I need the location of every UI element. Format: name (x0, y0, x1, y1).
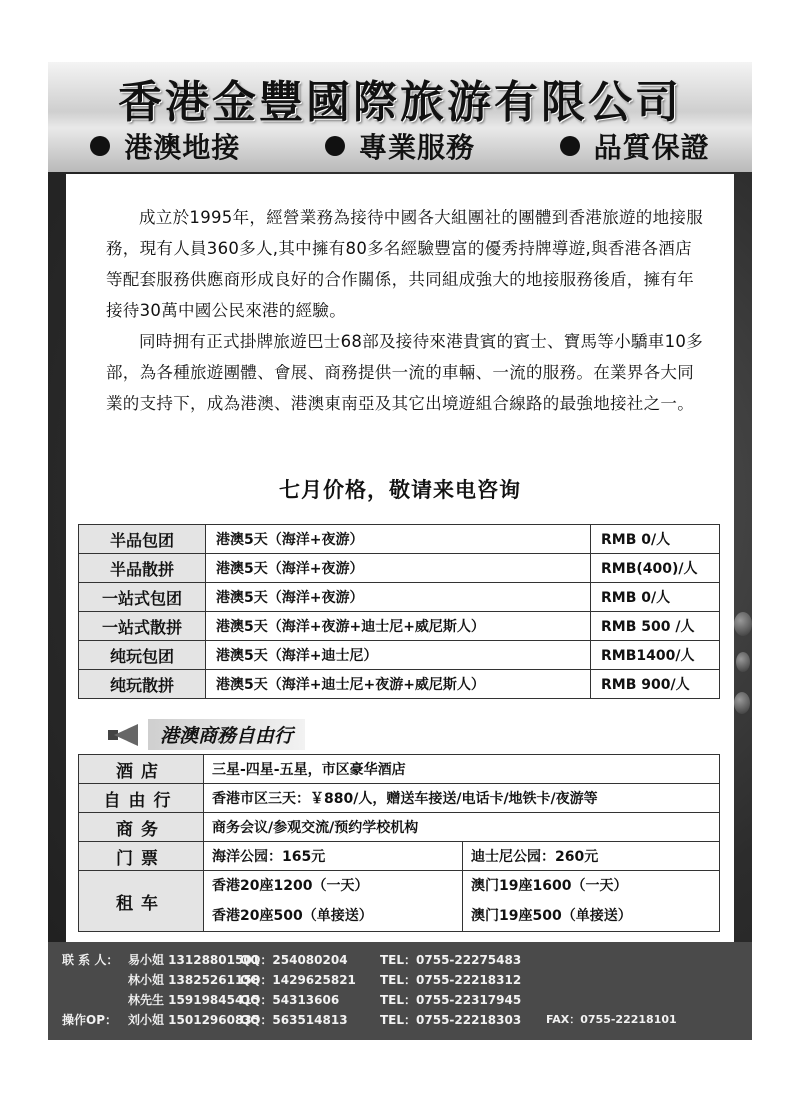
car-option: 澳门19座500（单接送） (471, 908, 632, 924)
hotel-value: 三星-四星-五星，市区豪华酒店 (204, 755, 720, 784)
contact-label: 联 系 人： (62, 953, 119, 967)
tour-price: RMB(400)/人 (591, 554, 720, 583)
contact-fax: FAX：0755-22218101 (546, 1013, 677, 1026)
car-rental-macau (463, 871, 720, 932)
tagline-text: 專業服務 (358, 131, 475, 164)
car-rental-label: 租车 (79, 871, 204, 932)
tour-price: RMB1400/人 (591, 641, 720, 670)
car-rental-hongkong (204, 871, 463, 932)
tour-type: 半品包团 (79, 525, 206, 554)
tour-route: 港澳5天（海洋+夜游+迪士尼+威尼斯人） (206, 612, 591, 641)
contact-row (62, 991, 546, 1008)
contact-footer (48, 942, 752, 1040)
tour-route: 港澳5天（海洋+迪士尼+夜游+威尼斯人） (206, 670, 591, 699)
business-value: 商务会议/参观交流/预约学校机构 (204, 813, 720, 842)
contact-tel: TEL：0755-22317945 (380, 993, 522, 1007)
contact-row (62, 971, 546, 988)
tour-type: 纯玩包团 (79, 641, 206, 670)
megaphone-icon (106, 722, 142, 748)
free-travel-label: 自由行 (79, 784, 204, 813)
content-panel (66, 174, 734, 942)
contact-qq: QQ：563514813 (240, 1013, 348, 1027)
contact-row (62, 951, 546, 968)
table-row (79, 842, 720, 871)
tour-route: 港澳5天（海洋+迪士尼） (206, 641, 591, 670)
contact-name-phone: 易小姐 13128801501 (128, 953, 261, 967)
table-row (79, 813, 720, 842)
table-row (79, 670, 720, 699)
table-row (79, 755, 720, 784)
table-row (79, 871, 720, 932)
table-row (79, 525, 720, 554)
contact-name-phone: 林小姐 13825261158 (128, 973, 261, 987)
company-name: 香港金豐國際旅游有限公司 (118, 77, 682, 128)
tour-type: 半品散拼 (79, 554, 206, 583)
tour-route: 港澳5天（海洋+夜游） (206, 554, 591, 583)
table-row (79, 554, 720, 583)
car-option: 香港20座500（单接送） (212, 908, 373, 924)
tagline-text: 品質保證 (593, 131, 710, 164)
ticket-label: 门票 (79, 842, 204, 871)
price-section-title: 七月价格，敬请来电咨询 (279, 478, 521, 502)
contact-row (62, 1011, 677, 1028)
bullet-icon (560, 136, 580, 156)
balloons-decoration (734, 592, 752, 792)
intro-paragraph-2: 同時拥有正式掛牌旅遊巴士68部及接待來港貴賓的賓士、寶馬等小驕車10多部，為各種旅遊團體、會展、商務提供一流的車輛、一流的服務。在業界各大同業的支持下，成為港澳、港澳東南亞及其它出境遊組合線路的最強地接社之一。 (106, 332, 703, 413)
tour-type: 纯玩散拼 (79, 670, 206, 699)
ticket-disneyland: 迪士尼公园：260元 (463, 842, 720, 871)
travel-flyer (48, 62, 752, 1040)
header-banner (48, 62, 752, 172)
business-travel-heading (106, 719, 305, 750)
tour-route: 港澳5天（海洋+夜游） (206, 525, 591, 554)
hotel-label: 酒店 (79, 755, 204, 784)
table-row (79, 612, 720, 641)
contact-name-phone: 刘小姐 15012960835 (128, 1013, 261, 1027)
contact-tel: TEL：0755-22275483 (380, 953, 522, 967)
tagline-item (560, 126, 710, 166)
table-row (79, 583, 720, 612)
business-travel-table (78, 754, 720, 932)
car-option: 香港20座1200（一天） (212, 878, 369, 894)
tour-price: RMB 0/人 (591, 583, 720, 612)
tour-price: RMB 0/人 (591, 525, 720, 554)
table-row (79, 641, 720, 670)
tour-price: RMB 900/人 (591, 670, 720, 699)
op-label: 操作OP： (62, 1013, 117, 1027)
contact-tel: TEL：0755-22218312 (380, 973, 522, 987)
ticket-ocean-park: 海洋公园：165元 (204, 842, 463, 871)
tour-route: 港澳5天（海洋+夜游） (206, 583, 591, 612)
tour-type: 一站式散拼 (79, 612, 206, 641)
contact-qq: QQ：54313606 (240, 993, 340, 1007)
contact-name-phone: 林先生 15919845415 (128, 993, 261, 1007)
table-row (79, 784, 720, 813)
tagline-text: 港澳地接 (124, 131, 241, 164)
car-option: 澳门19座1600（一天） (471, 878, 628, 894)
price-table (78, 524, 720, 699)
intro-paragraph-1: 成立於1995年，經營業務為接待中國各大組團社的團體到香港旅遊的地接服務，現有人員360多人,其中擁有80多名經驗豐富的優秀持牌導遊,與香港各酒店等配套服務供應商形成良好的合作關係，共同組成強大的地接服務後盾，擁有年接待30萬中國公民來港的經驗。 (106, 208, 703, 320)
tagline-item (90, 126, 240, 166)
tagline-bar (48, 124, 752, 168)
bullet-icon (325, 136, 345, 156)
contact-qq: QQ：254080204 (240, 953, 348, 967)
tagline-item (325, 126, 475, 166)
business-label: 商务 (79, 813, 204, 842)
business-travel-title: 港澳商務自由行 (148, 719, 305, 750)
free-travel-value: 香港市区三天：￥880/人，赠送车接送/电话卡/地铁卡/夜游等 (204, 784, 720, 813)
bullet-icon (90, 136, 110, 156)
contact-qq: QQ：1429625821 (240, 973, 356, 987)
company-intro (106, 202, 706, 419)
tour-type: 一站式包团 (79, 583, 206, 612)
tour-price: RMB 500 /人 (591, 612, 720, 641)
contact-tel: TEL：0755-22218303 (380, 1013, 522, 1027)
